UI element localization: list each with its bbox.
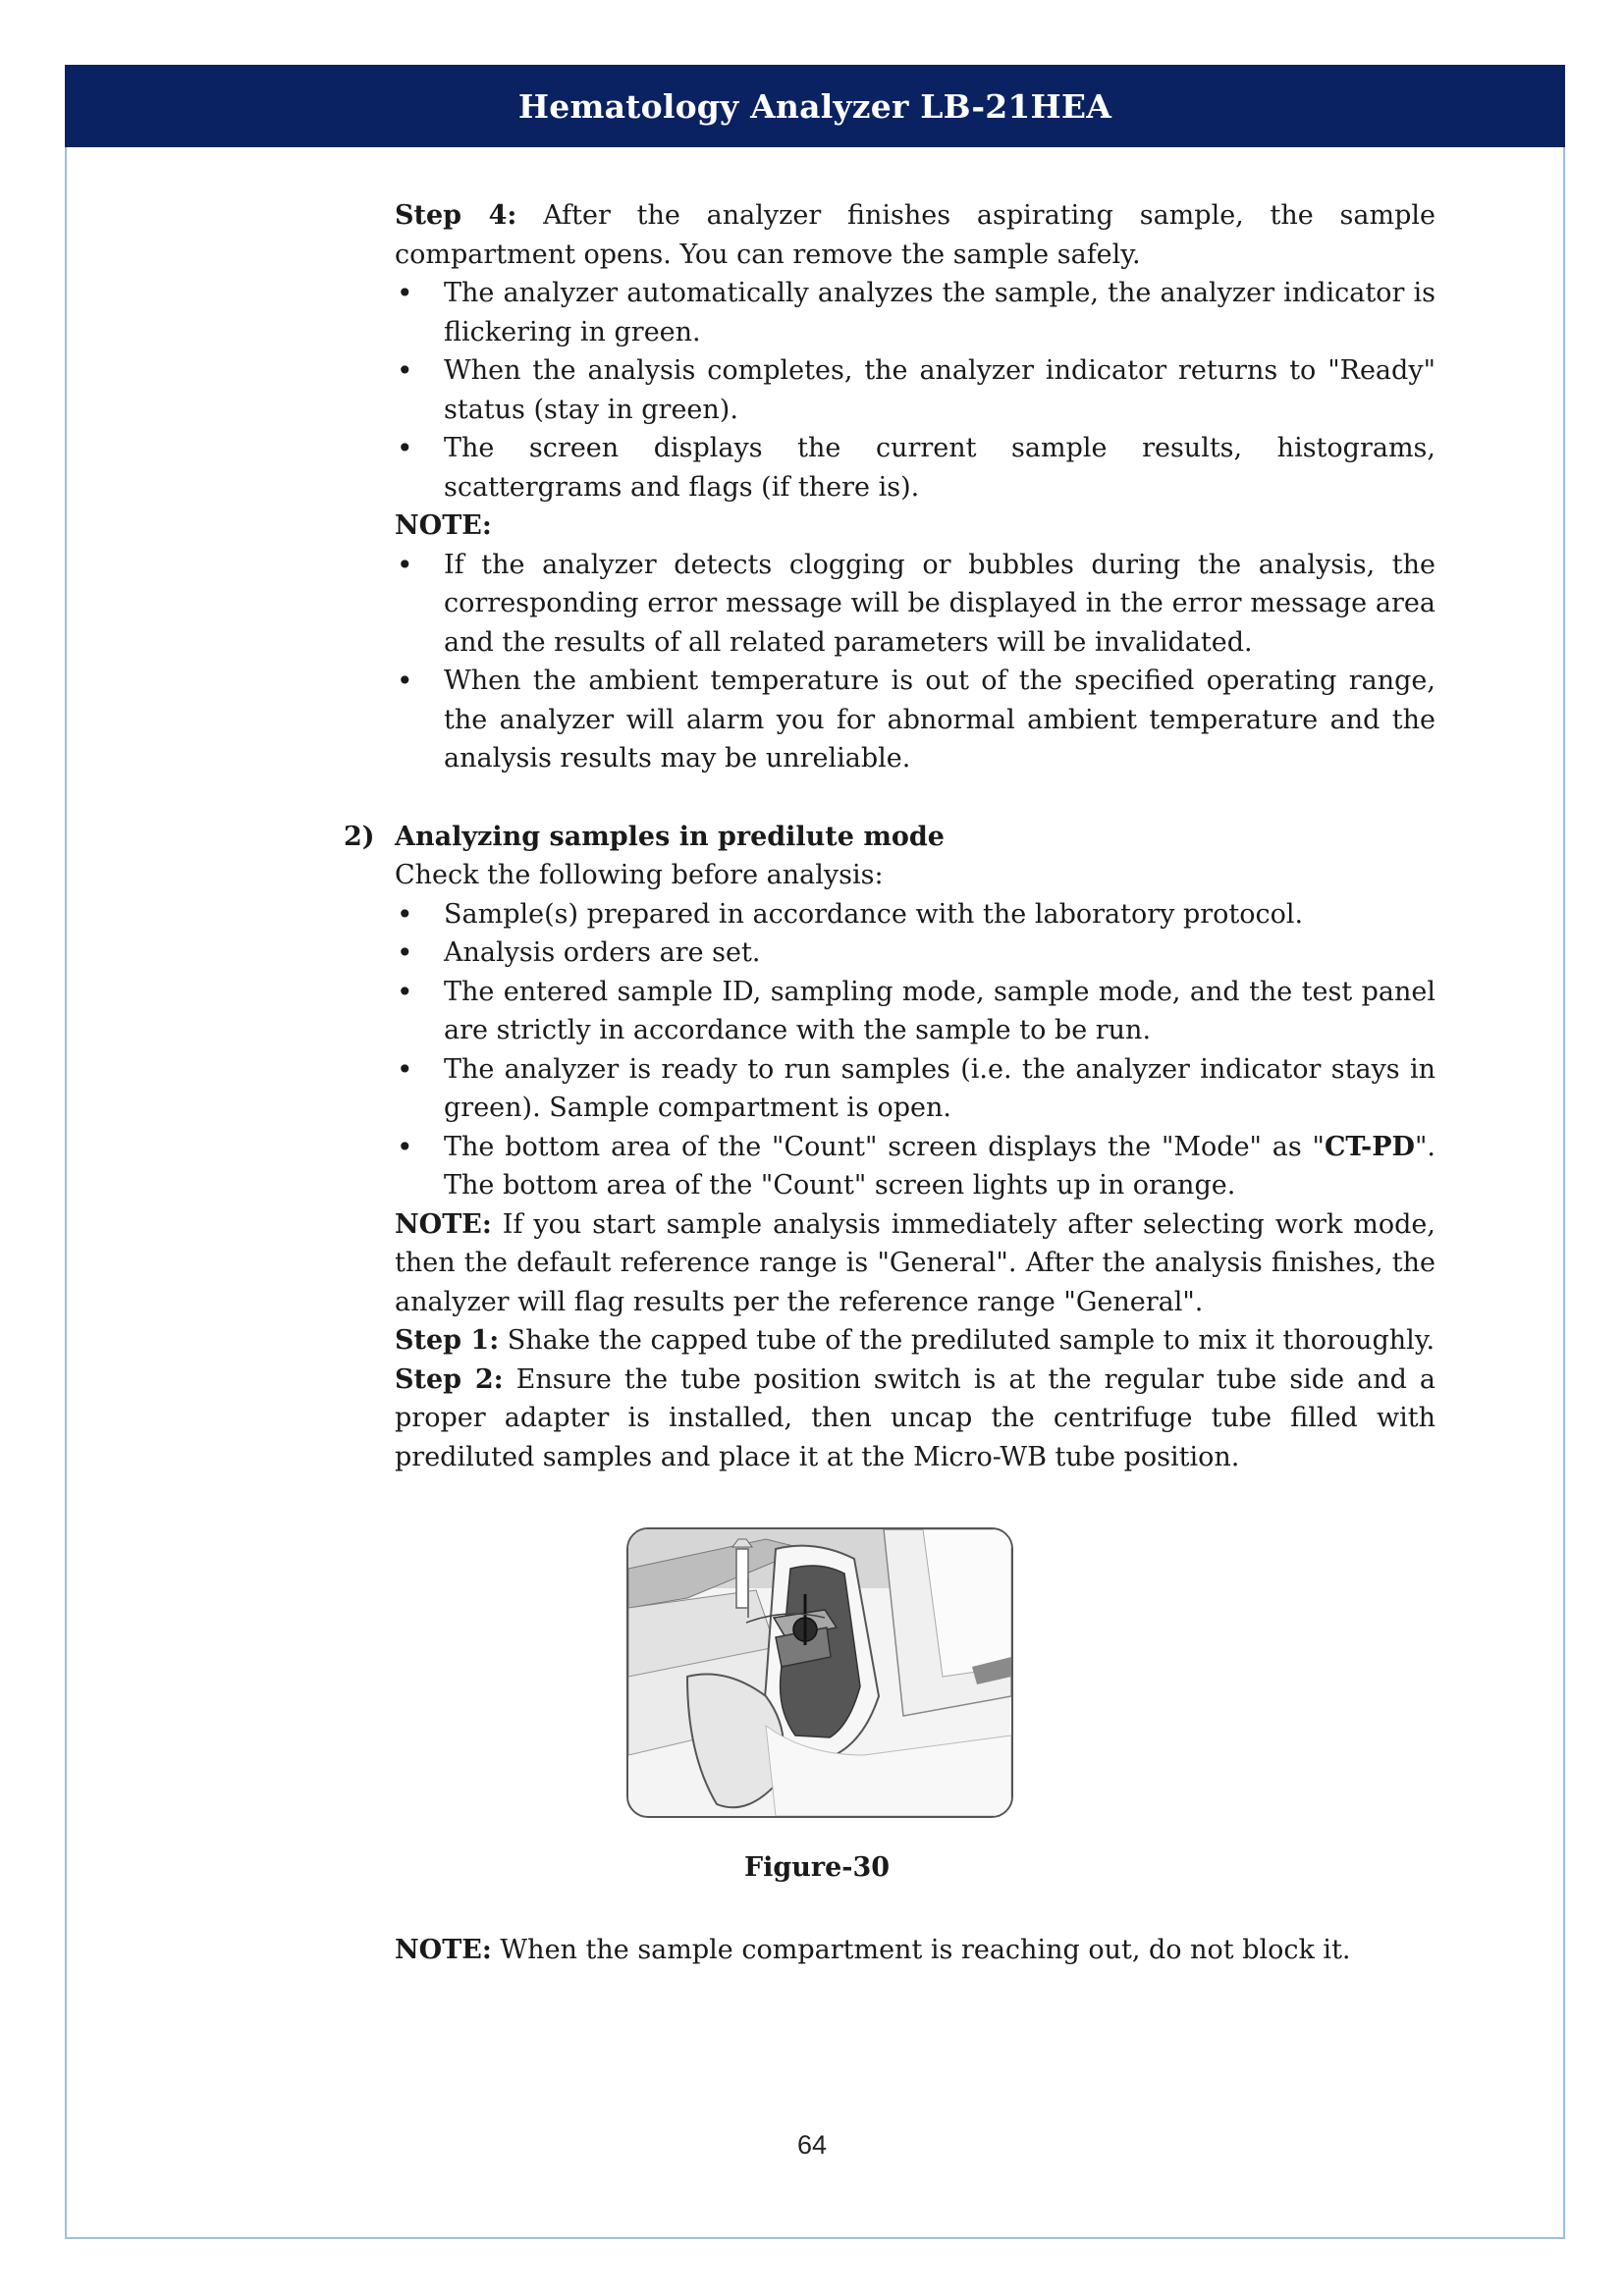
list-item bbox=[395, 1128, 1435, 1205]
note-label: NOTE: bbox=[395, 1935, 492, 1965]
step4-bullet-list bbox=[395, 274, 1435, 507]
section-title: Analyzing samples in predilute mode bbox=[395, 821, 945, 852]
figure-caption: Figure-30 bbox=[743, 1852, 891, 1883]
header-band bbox=[65, 65, 1565, 147]
list-item: • When the ambient temperature is out of the specified operating range, the analyzer will alarm you for abnormal ambient temperature and the analysis results may be unreliable. bbox=[395, 662, 1435, 778]
step4-text: After the analyzer finishes aspirating sample, the sample compartment opens. You can remove the sample safely. bbox=[395, 200, 1435, 270]
list-item: • Analysis orders are set. bbox=[395, 934, 1435, 973]
checklist bbox=[395, 895, 1435, 1205]
list-item: • The analyzer automatically analyzes the sample, the analyzer indicator is flickering in green. bbox=[395, 274, 1435, 351]
note-bullet-list bbox=[395, 546, 1435, 778]
document-title: Hematology Analyzer LB-21HEA bbox=[517, 86, 1112, 126]
step2-text: Ensure the tube position switch is at the regular tube side and a proper adapter is installed, then uncap the centrifuge tube filled with prediluted samples and place it at the Micro-WB tube position. bbox=[395, 1363, 1435, 1472]
list-item: • The entered sample ID, sampling mode, sample mode, and the test panel are strictly in accordance with the sample to be run. bbox=[395, 973, 1435, 1050]
note-label: NOTE: bbox=[395, 1208, 492, 1240]
step1-text: Shake the capped tube of the prediluted sample to mix it thoroughly. bbox=[499, 1325, 1435, 1356]
list-item: • When the analysis completes, the analyzer indicator returns to "Ready" status (stay in green). bbox=[395, 351, 1435, 429]
section-number: 2) bbox=[344, 821, 375, 852]
step1-label: Step 1: bbox=[395, 1325, 500, 1356]
mode-value: CT-PD bbox=[1324, 1131, 1415, 1162]
note-text: If you start sample analysis immediately after selecting work mode, then the default reference range is "General". After the analysis finishes, the analyzer will flag results per the reference range "General". bbox=[395, 1208, 1435, 1317]
step2-label: Step 2: bbox=[395, 1363, 504, 1395]
note-text: When the sample compartment is reaching out, do not block it. bbox=[491, 1935, 1351, 1965]
step1-paragraph bbox=[395, 1321, 1435, 1361]
step4-label: Step 4: bbox=[395, 200, 517, 231]
mode-text-after: ". The bottom area of the "Count" screen lights up in orange. bbox=[444, 1131, 1435, 1201]
section-heading bbox=[344, 818, 1435, 857]
main-content bbox=[344, 196, 1435, 1476]
list-item: • The analyzer is ready to run samples (i.e. the analyzer indicator stays in green). Sample compartment is open. bbox=[395, 1050, 1435, 1128]
mode-text-before: The bottom area of the "Count" screen displays the "Mode" as " bbox=[444, 1131, 1325, 1162]
sample-compartment-figure bbox=[626, 1527, 1013, 1818]
step4-paragraph bbox=[395, 196, 1435, 274]
final-note bbox=[395, 1931, 1435, 1970]
note-heading bbox=[395, 507, 1435, 546]
note-label: NOTE: bbox=[395, 510, 492, 541]
section-note bbox=[395, 1205, 1435, 1322]
list-item: • Sample(s) prepared in accordance with the laboratory protocol. bbox=[395, 895, 1435, 934]
section-intro: Check the following before analysis: bbox=[395, 860, 884, 890]
page-number: 64 bbox=[796, 2130, 828, 2160]
list-item: • If the analyzer detects clogging or bubbles during the analysis, the corresponding error message will be displayed in the error message area and the results of all related parameters will be invalidated. bbox=[395, 546, 1435, 663]
list-item: • The screen displays the current sample results, histograms, scattergrams and flags (if there is). bbox=[395, 429, 1435, 507]
step2-paragraph bbox=[395, 1361, 1435, 1477]
sample-compartment-illustration bbox=[628, 1529, 1011, 1816]
